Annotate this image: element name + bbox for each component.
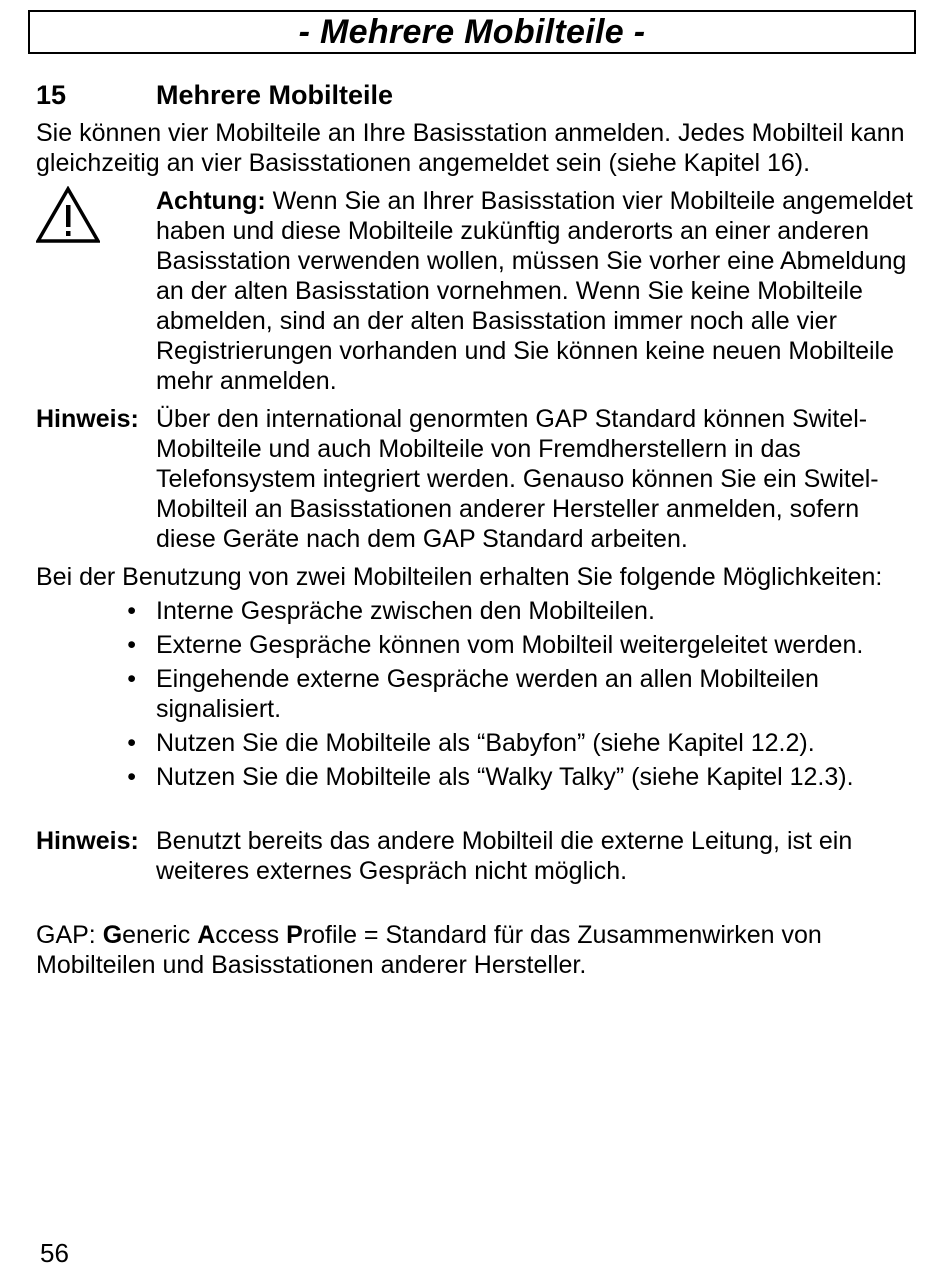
gap-word-generic: eneric — [122, 921, 198, 949]
bullet-icon: • — [127, 631, 136, 659]
list-item-text: Eingehende externe Gespräche werden an allen Mobilteilen signalisiert. — [156, 665, 819, 723]
list-item-text: Nutzen Sie die Mobilteile als “Babyfon” (siehe Kapitel 12.2). — [156, 729, 815, 757]
gap-letter-g: G — [102, 921, 123, 949]
bullet-icon: • — [127, 597, 136, 625]
options-intro: Bei der Benutzung von zwei Mobilteilen erhalten Sie folgende Möglichkeiten: — [36, 563, 883, 591]
page-header — [28, 10, 916, 54]
list-item — [36, 664, 916, 724]
note-label: Hinweis: — [36, 405, 139, 433]
options-list — [36, 596, 916, 792]
bullet-icon: • — [127, 729, 136, 757]
bullet-icon: • — [127, 665, 136, 693]
warning-triangle-icon — [36, 186, 100, 244]
warning-block — [36, 186, 916, 396]
list-item — [36, 728, 916, 758]
list-item-text: Externe Gespräche können vom Mobilteil weitergeleitet werden. — [156, 631, 864, 659]
note-text: Benutzt bereits das andere Mobilteil die externe Leitung, ist ein weiteres externes Gespräch nicht möglich. — [156, 827, 853, 885]
list-item-text: Nutzen Sie die Mobilteile als “Walky Talky” (siehe Kapitel 12.3). — [156, 763, 854, 791]
gap-word-profile: rofile = Standard für das Zusammenwirken von Mobilteilen und Basisstationen anderer Hersteller. — [36, 921, 822, 979]
note-text: Über den international genormten GAP Standard können Switel-Mobilteile und auch Mobilteile von Fremdherstellern in das Telefonsystem integriert werden. Genauso können Sie ein Switel-Mobilteil an Basisstationen anderer Hersteller anmelden, sofern diese Geräte nach dem GAP Standard arbeiten. — [156, 405, 879, 553]
section-heading — [36, 80, 916, 110]
gap-prefix: GAP: — [36, 921, 103, 949]
note-block-gap — [36, 404, 916, 554]
list-item-text: Interne Gespräche zwischen den Mobilteilen. — [156, 597, 655, 625]
section-number: 15 — [36, 80, 67, 110]
page-number: 56 — [40, 1238, 69, 1268]
section-title: Mehrere Mobilteile — [156, 80, 394, 110]
gap-letter-p: P — [286, 921, 303, 949]
page-content — [36, 80, 916, 980]
list-item — [36, 762, 916, 792]
list-item — [36, 596, 916, 626]
warning-label: Achtung: — [156, 187, 266, 215]
gap-definition — [36, 920, 916, 980]
intro-paragraph: Sie können vier Mobilteile an Ihre Basisstation anmelden. Jedes Mobilteil kann gleichzeitig an vier Basisstationen angemeldet sein (siehe Kapitel 16). — [36, 119, 905, 177]
gap-word-access: ccess — [215, 921, 287, 949]
warning-text: Wenn Sie an Ihrer Basisstation vier Mobilteile angemeldet haben und diese Mobilteile zukünftig anderorts an einer anderen Basisstation verwenden wollen, müssen Sie vorher eine Abmeldung an der alten Basisstation vornehmen. Wenn Sie keine Mobilteile abmelden, sind an der alten Basisstation immer noch alle vier Registrierungen vorhanden und Sie können keine neuen Mobilteile mehr anmelden. — [156, 187, 913, 395]
bullet-icon: • — [127, 763, 136, 791]
note-block-line — [36, 826, 916, 886]
gap-letter-a: A — [197, 921, 216, 949]
list-item — [36, 630, 916, 660]
note-label: Hinweis: — [36, 827, 139, 855]
header-title: - Mehrere Mobilteile - — [298, 12, 646, 51]
